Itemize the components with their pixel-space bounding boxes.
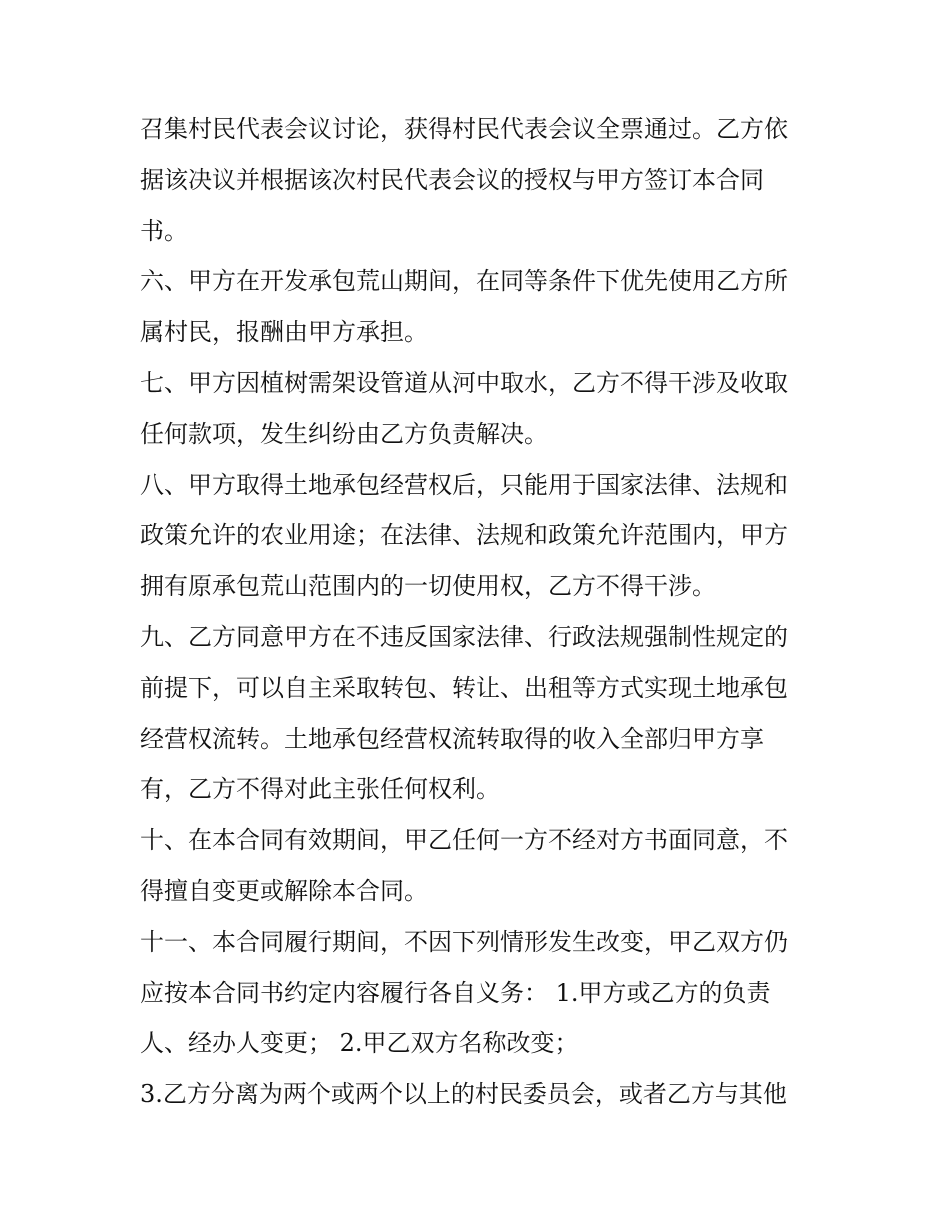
clause-11-item-3 [140,1069,830,1120]
text-line: 八、甲方取得土地承包经营权后，只能用于国家法律、法规和 [140,470,788,499]
text-line: 十、在本合同有效期间，甲乙任何一方不经对方书面同意，不 [140,826,788,855]
clause-6 [140,256,830,358]
text-line: 九、乙方同意甲方在不违反国家法律、行政法规强制性规定的 [140,622,788,651]
text-line: 人、经办人变更； 2.甲乙双方名称改变； [140,1029,579,1058]
text-line: 七、甲方因植树需架设管道从河中取水，乙方不得干涉及收取 [140,368,788,397]
text-line: 得擅自变更或解除本合同。 [140,876,428,905]
text-line: 经营权流转。土地承包经营权流转取得的收入全部归甲方享 [140,724,764,753]
clause-8 [140,460,830,612]
text-line: 六、甲方在开发承包荒山期间，在同等条件下优先使用乙方所 [140,267,788,296]
text-line: 召集村民代表会议讨论，获得村民代表会议全票通过。乙方依 [140,115,788,143]
text-line: 属村民，报酬由甲方承担。 [140,318,428,347]
text-line: 十一、本合同履行期间，不因下列情形发生改变，甲乙双方仍 [140,927,788,956]
text-line: 拥有原承包荒山范围内的一切使用权，乙方不得干涉。 [140,572,716,601]
text-line: 3.乙方分离为两个或两个以上的村民委员会，或者乙方与其他 [140,1080,787,1109]
text-line: 任何款项，发生纠纷由乙方负责解决。 [140,419,548,448]
clause-10 [140,815,830,917]
paragraph-continuation [140,104,830,256]
text-line: 书。 [140,216,188,245]
text-line: 据该决议并根据该次村民代表会议的授权与甲方签订本合同 [140,165,764,194]
text-line: 应按本合同书约定内容履行各自义务： 1.甲方或乙方的负责 [140,978,771,1007]
clause-11 [140,917,830,1069]
text-line: 前提下，可以自主采取转包、转让、出租等方式实现土地承包 [140,673,788,702]
text-line: 政策允许的农业用途；在法律、法规和政策允许范围内，甲方 [140,521,788,550]
document-body [140,104,830,1120]
text-line: 有，乙方不得对此主张任何权利。 [140,775,500,804]
clause-7 [140,358,830,460]
clause-9 [140,612,830,815]
